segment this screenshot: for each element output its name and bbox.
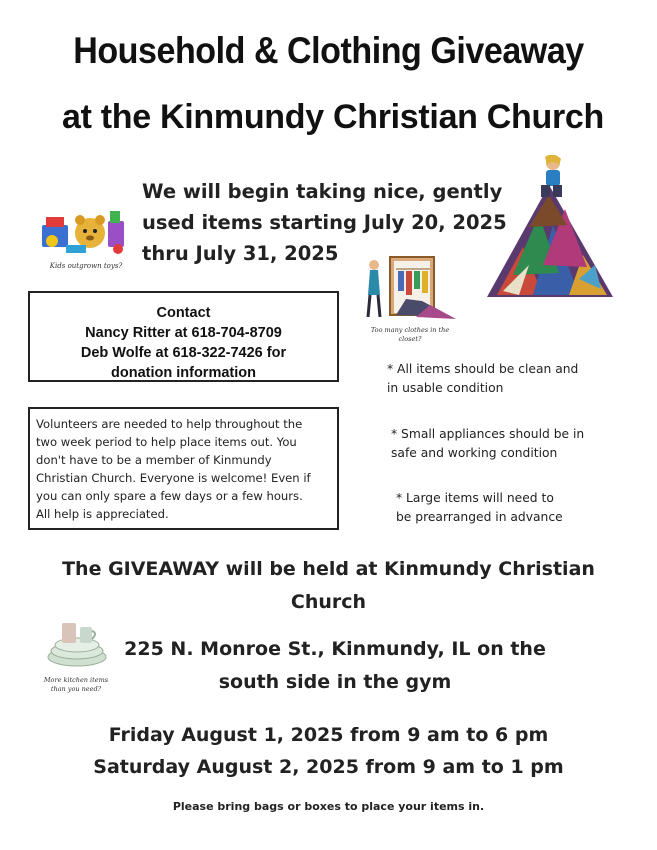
date-line: Saturday August 2, 2025 from 9 am to 1 pm: [93, 756, 564, 778]
date-line: Friday August 1, 2025 from 9 am to 6 pm: [108, 724, 549, 746]
volunteers-line: two week period to help place items out. You: [36, 435, 297, 449]
kitchen-caption-line: than you need?: [50, 685, 102, 693]
contact-line: donation information: [111, 365, 256, 381]
volunteers-line: All help is appreciated.: [36, 507, 169, 521]
volunteers-box: [28, 407, 339, 530]
kitchen-icon: [46, 617, 108, 669]
kitchen-caption-line: More kitchen items: [43, 676, 109, 684]
closet-caption-line: Too many clothes in the: [370, 326, 450, 334]
page-subtitle: at the Kinmundy Christian Church: [62, 98, 604, 136]
volunteers-line: don't have to be a member of Kinmundy: [36, 453, 272, 467]
toys-illustration: [38, 203, 130, 259]
intro-line: thru July 31, 2025: [142, 242, 339, 265]
address-line: 225 N. Monroe St., Kinmundy, IL on the: [124, 638, 546, 660]
contact-box: [28, 291, 339, 382]
note-line: in usable condition: [387, 381, 504, 395]
note-large-items: [396, 489, 563, 527]
page-title: Household & Clothing Giveaway: [73, 30, 584, 71]
contact-heading: Contact: [156, 305, 211, 321]
note-clean: [387, 360, 578, 398]
intro-line: used items starting July 20, 2025: [142, 211, 507, 234]
closet-caption-line: closet?: [398, 335, 422, 343]
intro-line: We will begin taking nice, gently: [142, 180, 503, 203]
closet-icon: [360, 255, 460, 323]
toys-caption: Kids outgrown toys?: [49, 262, 123, 270]
note-line: safe and working condition: [391, 446, 558, 460]
toys-icon: [38, 203, 130, 259]
note-line: be prearranged in advance: [396, 510, 563, 524]
volunteers-line: you can only spare a few days or a few hours.: [36, 489, 303, 503]
note-line: * All items should be clean and: [387, 362, 579, 376]
contact-line: Nancy Ritter at 618-704-8709: [85, 325, 282, 341]
footer-note: Please bring bags or boxes to place your items in.: [172, 800, 485, 813]
kitchen-illustration: [46, 617, 108, 669]
held-line: Church: [290, 591, 367, 613]
event-address: [100, 633, 570, 699]
event-dates: [0, 719, 657, 783]
volunteers-line: Volunteers are needed to help throughout the: [36, 417, 303, 431]
note-line: * Large items will need to: [396, 491, 554, 505]
volunteers-line: Christian Church. Everyone is welcome! Even if: [36, 471, 311, 485]
closet-caption: [360, 326, 460, 344]
held-line: The GIVEAWAY will be held at Kinmundy Christian: [62, 558, 595, 580]
clothes-pile-icon: [483, 155, 618, 303]
note-appliances: [391, 425, 584, 463]
clothes-pile-illustration: [483, 155, 618, 303]
address-line: south side in the gym: [218, 671, 452, 693]
giveaway-location: [0, 553, 657, 619]
closet-illustration: [360, 255, 460, 323]
contact-line: Deb Wolfe at 618-322-7426 for: [80, 345, 287, 361]
note-line: * Small appliances should be in: [391, 427, 585, 441]
